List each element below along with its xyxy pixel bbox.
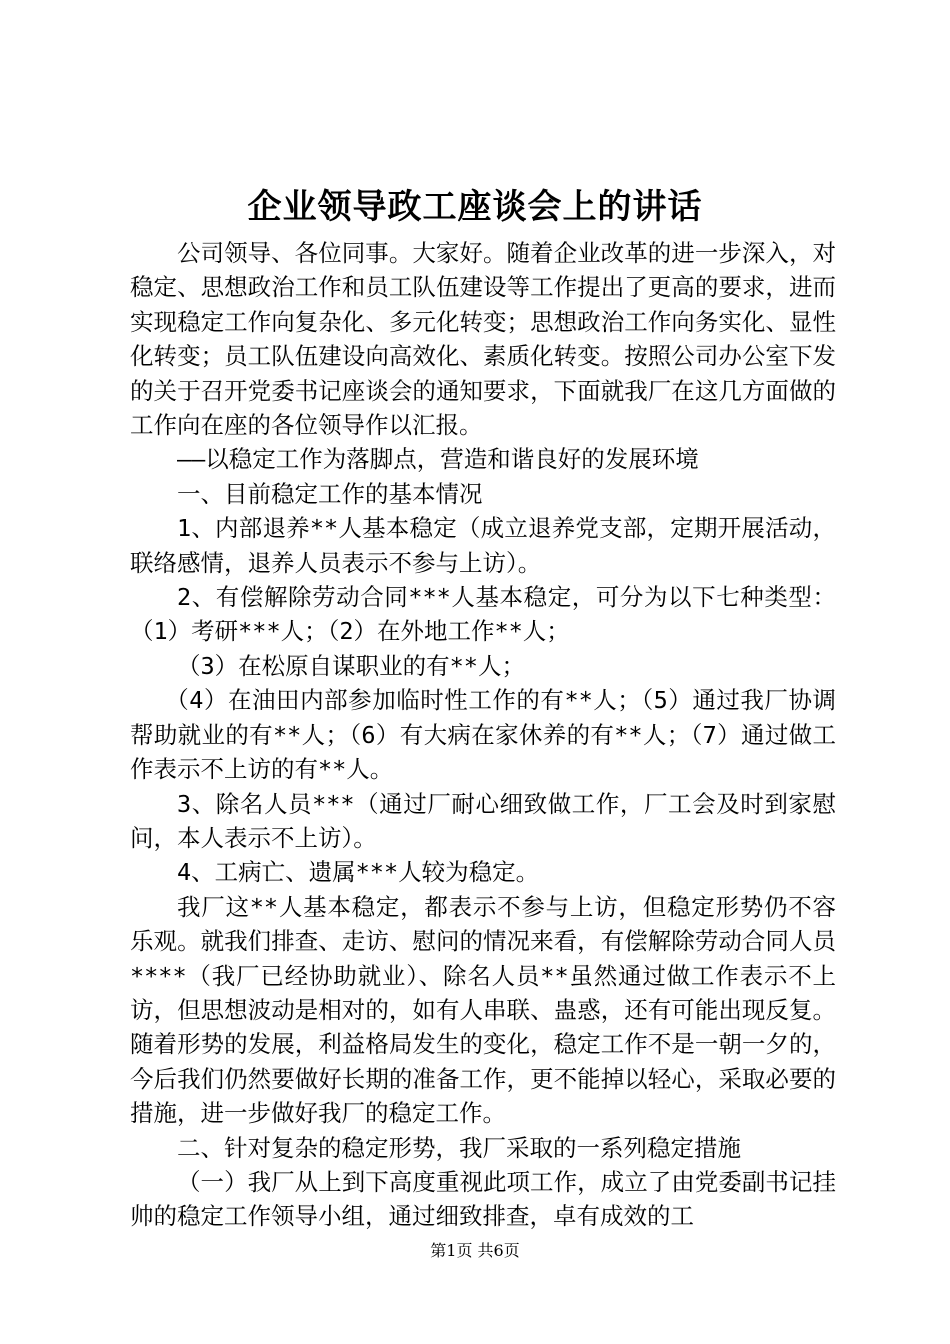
paragraph-measure-1: （一）我厂从上到下高度重视此项工作，成立了由党委副书记挂帅的稳定工作领导小组，通过细致排查，卓有成效的工 — [130, 1167, 836, 1231]
document-body — [130, 236, 836, 1234]
list-item-4: 4、工病亡、遗属***人较为稳定。 — [177, 858, 540, 887]
list-item-2: 2、有偿解除劳动合同***人基本稳定，可分为以下七种类型：（1）考研***人；（2）在外地工作**人； — [130, 583, 836, 646]
list-item-2-sub-4-7: （4）在油田内部参加临时性工作的有**人；（5）通过我厂协调帮助就业的有**人；（6）有大病在家休养的有**人；（7）通过做工作表示不上访的有**人。 — [130, 686, 836, 784]
paragraph-intro: 公司领导、各位同事。大家好。随着企业改革的进一步深入，对稳定、思想政治工作和员工队伍建设等工作提出了更高的要求，进而实现稳定工作向复杂化、多元化转变；思想政治工作向务实化、显性化转变；员工队伍建设向高效化、素质化转变。按照公司办公室下发的关于召开党委书记座谈会的通知要求，下面就我厂在这几方面做的工作向在座的各位领导作以汇报。 — [130, 239, 836, 440]
paragraph-stability-summary: 我厂这**人基本稳定，都表示不参与上访，但稳定形势仍不容乐观。就我们排查、走访、慰问的情况来看，有偿解除劳动合同人员****（我厂已经协助就业）、除名人员**虽然通过做工作表示不上访，但思想波动是相对的，如有人串联、蛊惑，还有可能出现反复。随着形势的发展，利益格局发生的变化，稳定工作不是一朝一夕的，今后我们仍然要做好长期的准备工作，更不能掉以轻心，采取必要的措施，进一步做好我厂的稳定工作。 — [130, 892, 836, 1128]
list-item-3: 3、除名人员***（通过厂耐心细致做工作，厂工会及时到家慰问，本人表示不上访）。 — [130, 789, 836, 852]
list-item-1: 1、内部退养**人基本稳定（成立退养党支部，定期开展活动，联络感情，退养人员表示不参与上访）。 — [130, 514, 836, 577]
page-footer: 第1页 共6页 — [430, 1241, 520, 1260]
subheading-current-situation: 一、目前稳定工作的基本情况 — [177, 479, 483, 508]
document-title: 企业领导政工座谈会上的讲话 — [247, 187, 703, 227]
list-item-2-sub-3: （3）在松原自谋职业的有**人； — [177, 651, 525, 680]
section-heading-stability: ——以稳定工作为落脚点，营造和谐良好的发展环境 — [177, 445, 699, 474]
subheading-measures: 二、针对复杂的稳定形势，我厂采取的一系列稳定措施 — [177, 1133, 741, 1162]
